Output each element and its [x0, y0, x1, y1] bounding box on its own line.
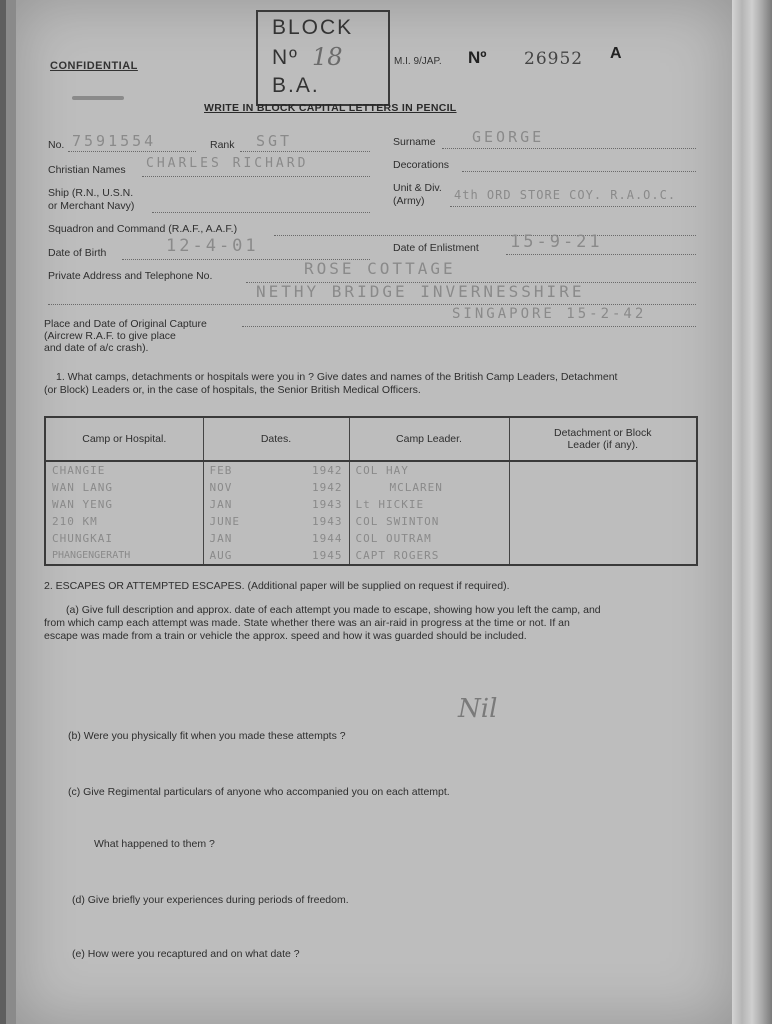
ship-label-line2: or Merchant Navy): [48, 200, 135, 212]
date-year: 1943: [312, 515, 343, 528]
christian-names-label: Christian Names: [48, 164, 126, 176]
question-2c-followup: What happened to them ?: [94, 838, 215, 850]
enlistment-label: Date of Enlistment: [393, 242, 479, 254]
camp-leader-header: Camp Leader.: [349, 417, 509, 461]
leader-cell[interactable]: CAPT ROGERS: [349, 547, 509, 565]
date-cell[interactable]: [203, 530, 349, 547]
leader-cell[interactable]: Lt HICKIE: [349, 496, 509, 513]
date-year: 1945: [312, 549, 343, 562]
handwritten-answer-nil[interactable]: Nil: [458, 694, 498, 724]
detachment-cell[interactable]: [509, 461, 697, 479]
question-2a-line2: from which camp each attempt was made. State whether there was an air-raid in progress at the time or not. If an: [44, 617, 570, 629]
unit-label-line2: (Army): [393, 195, 425, 207]
date-month: NOV: [209, 481, 233, 494]
unit-label: Unit & Div.: [393, 182, 442, 194]
stamp-no-text: Nº: [272, 46, 299, 69]
question-2b: (b) Were you physically fit when you made these attempts ?: [68, 730, 346, 742]
rank-label: Rank: [210, 139, 235, 151]
table-row: [45, 547, 697, 565]
surname-label: Surname: [393, 136, 436, 148]
camps-table: [44, 416, 698, 566]
table-row: [45, 479, 697, 496]
decorations-label: Decorations: [393, 159, 450, 171]
question-2a-line3: escape was made from a train or vehicle the approx. speed and how it was guarded should be included.: [44, 630, 527, 642]
date-month: JAN: [209, 498, 233, 511]
question-2d: (d) Give briefly your experiences during periods of freedom.: [72, 894, 349, 906]
question-2a-line1: (a) Give full description and approx. date of each attempt you made to escape, showing how you left the camp, and: [66, 604, 601, 616]
question-2e: (e) How were you recaptured and on what date ?: [72, 948, 300, 960]
question-1-line2: (or Block) Leaders or, in the case of hospitals, the Senior British Medical Officers.: [44, 384, 421, 396]
address-line2-value[interactable]: NETHY BRIDGE INVERNESSHIRE: [256, 282, 585, 301]
reference-number: 26952: [524, 49, 584, 69]
table-row: [45, 513, 697, 530]
address-line1-value[interactable]: ROSE COTTAGE: [304, 259, 456, 278]
question-2a: [44, 604, 728, 643]
date-year: 1943: [312, 498, 343, 511]
capture-value[interactable]: SINGAPORE 15-2-42: [452, 306, 647, 322]
dates-header: Dates.: [203, 417, 349, 461]
christian-names-value[interactable]: CHARLES RICHARD: [146, 156, 309, 171]
reference-no-label: Nº: [468, 48, 487, 67]
detachment-header-line2: Leader (if any).: [567, 439, 639, 451]
detachment-cell[interactable]: [509, 496, 697, 513]
ship-label: Ship (R.N., U.S.N.: [48, 187, 134, 199]
date-month: AUG: [209, 549, 233, 562]
date-month: JUNE: [209, 515, 240, 528]
question-1-line1: 1. What camps, detachments or hospitals were you in ? Give dates and names of the British Camp Leaders, Detachment: [56, 371, 618, 383]
surname-value[interactable]: GEORGE: [472, 128, 545, 146]
camp-cell[interactable]: PHANGENGERATH: [45, 547, 203, 565]
detachment-cell[interactable]: [509, 547, 697, 565]
leader-cell[interactable]: COL SWINTON: [349, 513, 509, 530]
date-cell[interactable]: [203, 461, 349, 479]
capture-label: Place and Date of Original Capture: [44, 318, 207, 330]
capture-label-line3: and date of a/c crash).: [44, 342, 149, 354]
stamp-block-text: BLOCK: [272, 16, 354, 39]
date-cell[interactable]: [203, 479, 349, 496]
camp-cell[interactable]: CHUNGKAI: [45, 530, 203, 547]
date-cell[interactable]: [203, 513, 349, 530]
capture-label-line2: (Aircrew R.A.F. to give place: [44, 330, 176, 342]
table-row: [45, 461, 697, 479]
stamp-ba-text: B.A.: [272, 74, 320, 97]
unit-value[interactable]: 4th ORD STORE COY. R.A.O.C.: [454, 188, 677, 202]
rank-value[interactable]: SGT: [256, 132, 293, 150]
date-cell[interactable]: [203, 547, 349, 565]
confidential-heading: CONFIDENTIAL: [50, 60, 138, 72]
pencil-instruction: WRITE IN BLOCK CAPITAL LETTERS IN PENCIL: [204, 102, 457, 114]
reference-prefix: M.I. 9/JAP.: [394, 56, 442, 67]
enlistment-value[interactable]: 15-9-21: [510, 232, 603, 252]
detachment-leader-header: [509, 417, 697, 461]
table-row: [45, 530, 697, 547]
leader-cell[interactable]: COL OUTRAM: [349, 530, 509, 547]
detachment-cell[interactable]: [509, 513, 697, 530]
date-cell[interactable]: [203, 496, 349, 513]
camp-cell[interactable]: WAN YENG: [45, 496, 203, 513]
block-stamp: [256, 10, 390, 106]
detachment-cell[interactable]: [509, 479, 697, 496]
date-month: FEB: [209, 464, 233, 477]
camps-table-header: [45, 417, 697, 461]
detachment-header-line1: Detachment or Block: [554, 427, 652, 439]
date-year: 1942: [312, 464, 343, 477]
camp-header: Camp or Hospital.: [45, 417, 203, 461]
date-year: 1942: [312, 481, 343, 494]
date-of-birth-value[interactable]: 12-4-01: [166, 236, 259, 256]
leader-cell[interactable]: COL HAY: [349, 461, 509, 479]
service-number-label: No.: [48, 139, 65, 151]
address-label: Private Address and Telephone No.: [48, 270, 213, 282]
question-1: [44, 371, 728, 397]
question-2c: (c) Give Regimental particulars of anyone who accompanied you on each attempt.: [68, 786, 450, 798]
service-number-value[interactable]: 7591554: [72, 132, 157, 150]
camp-cell[interactable]: WAN LANG: [45, 479, 203, 496]
date-of-birth-label: Date of Birth: [48, 247, 107, 259]
detachment-cell[interactable]: [509, 530, 697, 547]
camp-cell[interactable]: CHANGIE: [45, 461, 203, 479]
squadron-label: Squadron and Command (R.A.F., A.A.F.): [48, 223, 238, 235]
questionnaire-page: [16, 0, 732, 1024]
reference-suffix: A: [610, 45, 622, 62]
date-year: 1944: [312, 532, 343, 545]
treasury-tag-string: [72, 96, 124, 100]
stamp-handwritten-number: 18: [312, 43, 343, 71]
question-2-heading: 2. ESCAPES OR ATTEMPTED ESCAPES. (Additional paper will be supplied on request if required).: [44, 580, 510, 592]
camp-cell[interactable]: 210 KM: [45, 513, 203, 530]
date-month: JAN: [209, 532, 233, 545]
leader-cell[interactable]: MCLAREN: [349, 479, 509, 496]
table-row: [45, 496, 697, 513]
